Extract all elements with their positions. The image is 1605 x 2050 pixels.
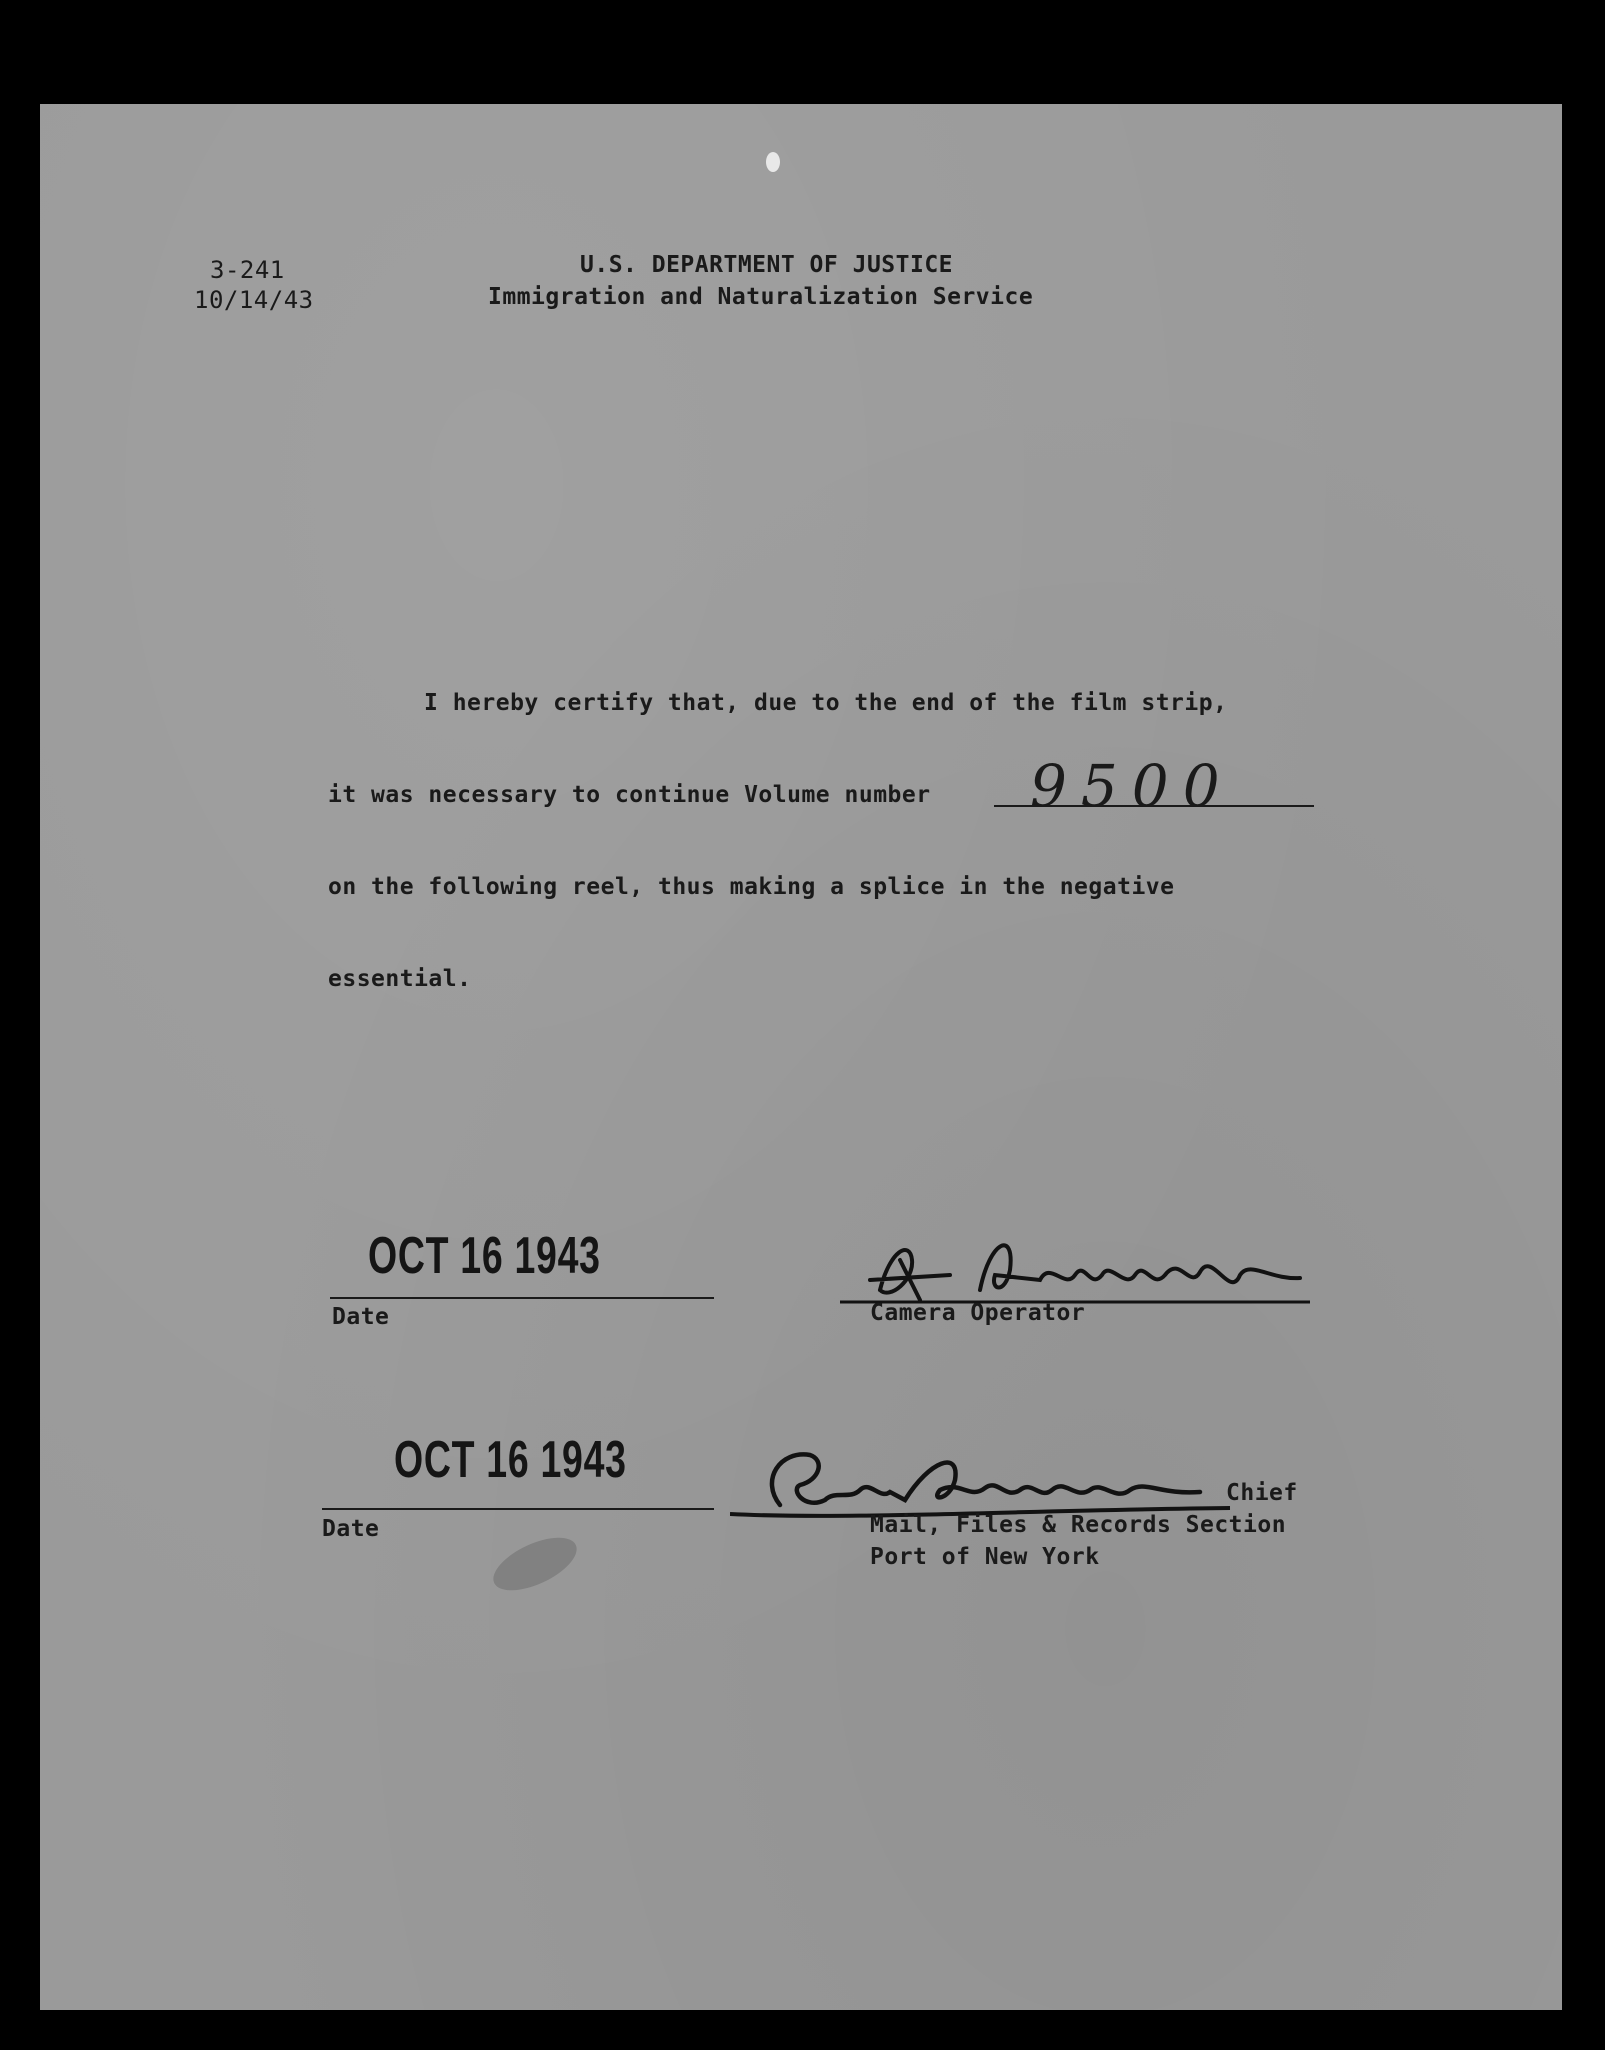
date-label-2: Date bbox=[322, 1516, 380, 1542]
chief-title: Chief bbox=[1226, 1480, 1298, 1506]
camera-operator-title: Camera Operator bbox=[870, 1300, 1086, 1326]
agency-heading: U.S. DEPARTMENT OF JUSTICE bbox=[580, 252, 954, 278]
volume-number: 9500 bbox=[1030, 752, 1234, 820]
date-line-1 bbox=[330, 1297, 714, 1299]
certification-line-3: on the following reel, thus making a splice in the negative bbox=[328, 874, 1175, 900]
service-heading: Immigration and Naturalization Service bbox=[488, 284, 1034, 310]
form-revision-date: 10/14/43 bbox=[194, 286, 314, 314]
date-stamp-1: OCT 16 1943 bbox=[368, 1227, 601, 1285]
date-stamp-2: OCT 16 1943 bbox=[394, 1431, 627, 1489]
paper-smudge bbox=[486, 1527, 584, 1601]
certification-line-4: essential. bbox=[328, 966, 472, 992]
chief-port: Port of New York bbox=[870, 1544, 1100, 1570]
chief-section: Mail, Files & Records Section bbox=[870, 1512, 1287, 1538]
paper-speck bbox=[766, 152, 780, 172]
date-line-2 bbox=[322, 1508, 714, 1510]
certification-line-1: I hereby certify that, due to the end of the film strip, bbox=[424, 690, 1228, 716]
form-number: 3-241 bbox=[210, 256, 285, 284]
date-label-1: Date bbox=[332, 1304, 390, 1330]
document-page bbox=[40, 104, 1562, 2010]
certification-line-2: it was necessary to continue Volume number bbox=[328, 782, 931, 808]
